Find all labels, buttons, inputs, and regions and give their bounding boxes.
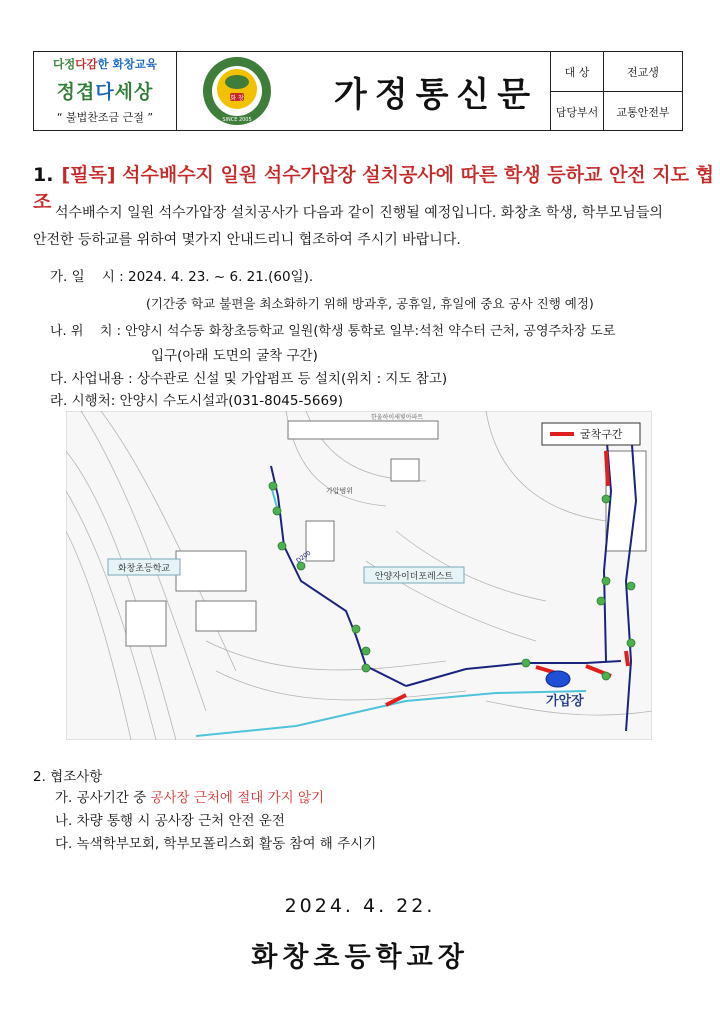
item-location: 나. 위 치 : 안양시 석수동 화창초등학교 일원(학생 통학로 일부:석천 약수터 근처, 공영주차장 도로: [50, 324, 616, 339]
item-date: 가. 일 시 : 2024. 4. 23. ~ 6. 21.(60일).: [50, 269, 314, 285]
slogan-line1: 다정다감한 화창교육: [53, 57, 157, 71]
item-location-cont: 입구(아래 도면의 굴착 구간): [151, 348, 318, 364]
meta-key: 대 상: [551, 52, 604, 91]
construction-map: [66, 411, 652, 740]
map-apartment-label: 안양자이더포레스트: [374, 572, 454, 582]
meta-row-target: [551, 52, 682, 91]
header-box: [33, 51, 683, 131]
slogan-line2: 정겹다세상: [56, 81, 154, 103]
map-small-label-1: 가압범위: [326, 487, 354, 495]
meta-row-department: [551, 91, 682, 131]
meta-value: 전교생: [627, 65, 659, 79]
section1-intro: [33, 200, 693, 254]
slogan-box: [34, 52, 177, 130]
cooperation-item-3: 다. 녹색학부모회, 학부모폴리스회 활동 참여 해 주시기: [55, 836, 377, 852]
item-agency: 라. 시행처: 안양시 수도시설과(031-8045-5669): [50, 393, 343, 409]
intro-line1: 석수배수지 일원 석수가압장 설치공사가 다음과 같이 진행될 예정입니다. 화창초 학생, 학부모님들의: [55, 205, 663, 221]
map-small-label-2: 한울하이새빛아파트: [371, 414, 424, 421]
map-school-label: 화창초등학교: [117, 564, 171, 574]
legend-label: 굴착구간: [580, 428, 623, 441]
section2-heading: 2. 협조사항: [33, 769, 103, 785]
section1-number: 1.: [33, 164, 54, 186]
school-emblem-icon: [184, 55, 290, 127]
issue-date: 2024. 4. 22.: [284, 895, 436, 917]
intro-line2: 안전한 등하교를 위하여 몇가지 안내드리니 협조하여 주시기 바랍니다.: [33, 232, 461, 248]
emblem-text: 화 창: [230, 95, 244, 102]
map-pipe-label: D200: [295, 549, 313, 565]
map-booster-label: 가압장: [546, 694, 584, 709]
emblem-since: SINCE 2005: [222, 117, 252, 123]
meta-value: 교통안전부: [616, 105, 670, 119]
page-title: 가정통신문: [333, 74, 539, 115]
item-content: 다. 사업내용 : 상수관로 신설 및 가압펌프 등 설치(위치 : 지도 참고): [50, 371, 448, 387]
booster-station-icon: [546, 671, 570, 687]
meta-table: [550, 52, 682, 130]
cooperation-item-2: 나. 차량 통행 시 공사장 근처 안전 운전: [55, 813, 285, 829]
section1-title: [필독] 석수배수지 일원 석수가압장 설치공사에 따른 학생 등하교 안전 지도 협조: [33, 164, 714, 213]
principal-signature: 화창초등학교장: [251, 942, 469, 973]
meta-key: 담당부서: [551, 92, 604, 131]
slogan-line3: “ 불법찬조금 근절 ”: [56, 111, 154, 124]
item-date-note: (기간중 학교 불편을 최소화하기 위해 방과후, 공휴일, 휴일에 중요 공사 진행 예정): [146, 296, 594, 311]
map-legend: [542, 423, 640, 445]
cooperation-item-1: 가. 공사기간 중 공사장 근처에 절대 가지 않기: [55, 790, 325, 806]
